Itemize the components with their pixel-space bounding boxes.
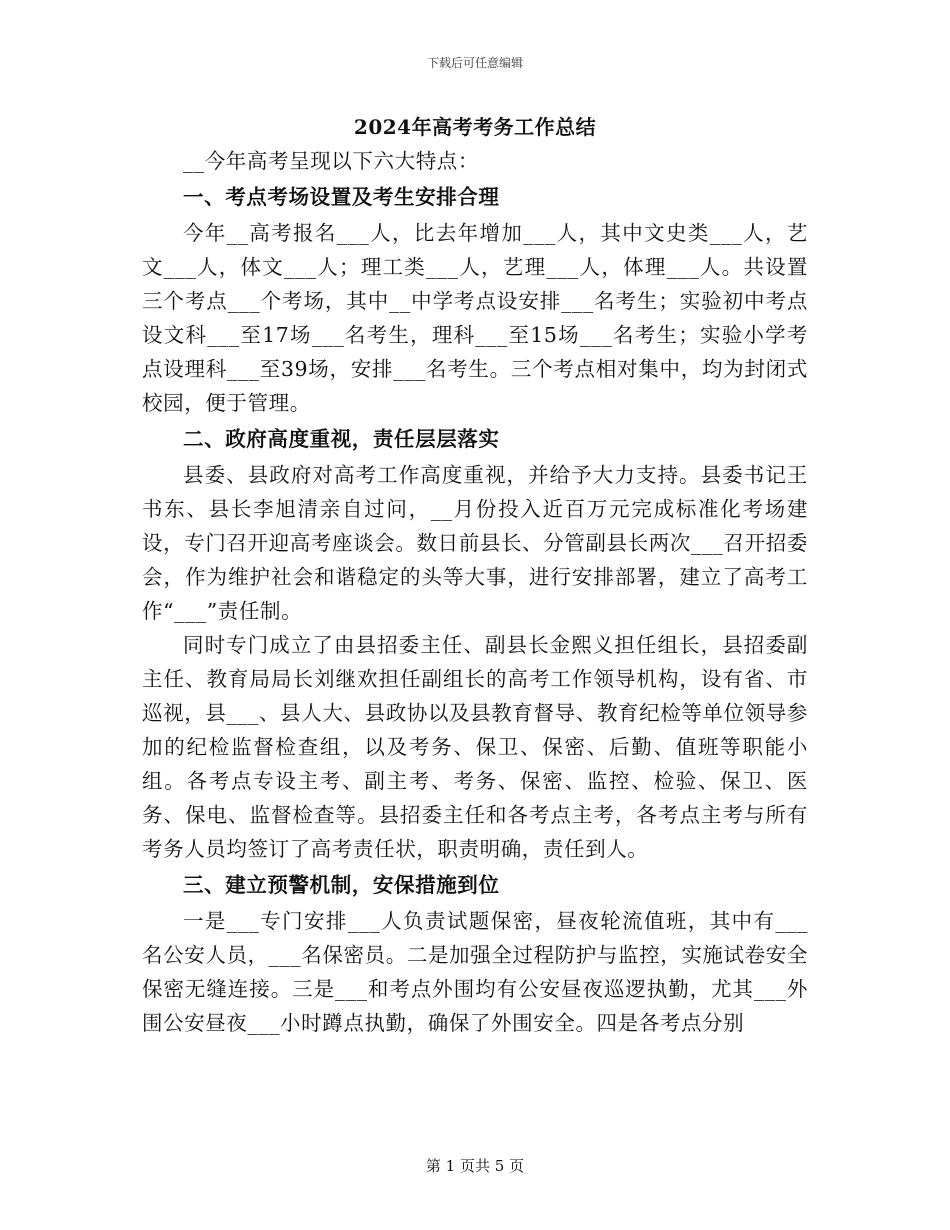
page-footer: 第 1 页共 5 页 <box>425 1157 525 1175</box>
document-body <box>142 112 808 1040</box>
intro-paragraph: __今年高考呈现以下六大特点： <box>183 149 479 173</box>
header-note: 下载后可任意编辑 <box>426 56 523 70</box>
section-heading-1: 一、考点考场设置及考生安排合理 <box>183 185 500 209</box>
section-1-paragraph-1: 今年__高考报名___人，比去年增加___人，其中文史类___人，艺文___人，体文___人；理工类___人，艺理___人，体理___人。共设置三个考点___个考场，其中__中学考点设安排___名考生；实验初中考点设文科___至17场___名考生，理科___至15场___名考生；实验小学考点设理科___至39场，安排___名考生。三个考点相对集中，均为封闭式校园，便于管理。 <box>142 221 808 415</box>
section-2-paragraph-2: 同时专门成立了由县招委主任、副县长金熙义担任组长，县招委副主任、教育局局长刘继欢担任副组长的高考工作领导机构，设有省、市巡视，县___、县人大、县政协以及县教育督导、教育纪检等单位领导参加的纪检监督检查组，以及考务、保卫、保密、后勤、值班等职能小组。各考点专设主考、副主考、考务、保密、监控、检验、保卫、医务、保电、监督检查等。县招委主任和各考点主考，各考点主考与所有考务人员均签订了高考责任状，职责明确，责任到人。 <box>142 633 808 861</box>
section-2-paragraph-1: 县委、县政府对高考工作高度重视，并给予大力支持。县委书记王书东、县长李旭清亲自过问，__月份投入近百万元完成标准化考场建设，专门召开迎高考座谈会。数日前县长、分管副县长两次___召开招委会，作为维护社会和谐稳定的头等大事，进行安排部署，建立了高考工作“___”责任制。 <box>142 463 808 623</box>
document-title: 2024年高考考务工作总结 <box>353 115 597 139</box>
section-3-paragraph-1: 一是___专门安排___人负责试题保密，昼夜轮流值班，其中有___名公安人员，___名保密员。二是加强全过程防护与监控，实施试卷安全保密无缝连接。三是___和考点外围均有公安昼夜巡逻执勤，尤其___外围公安昼夜___小时蹲点执勤，确保了外围安全。四是各考点分别 <box>142 909 808 1035</box>
section-heading-3: 三、建立预警机制，安保措施到位 <box>183 873 500 897</box>
section-heading-2: 二、政府高度重视，责任层层落实 <box>183 427 500 451</box>
